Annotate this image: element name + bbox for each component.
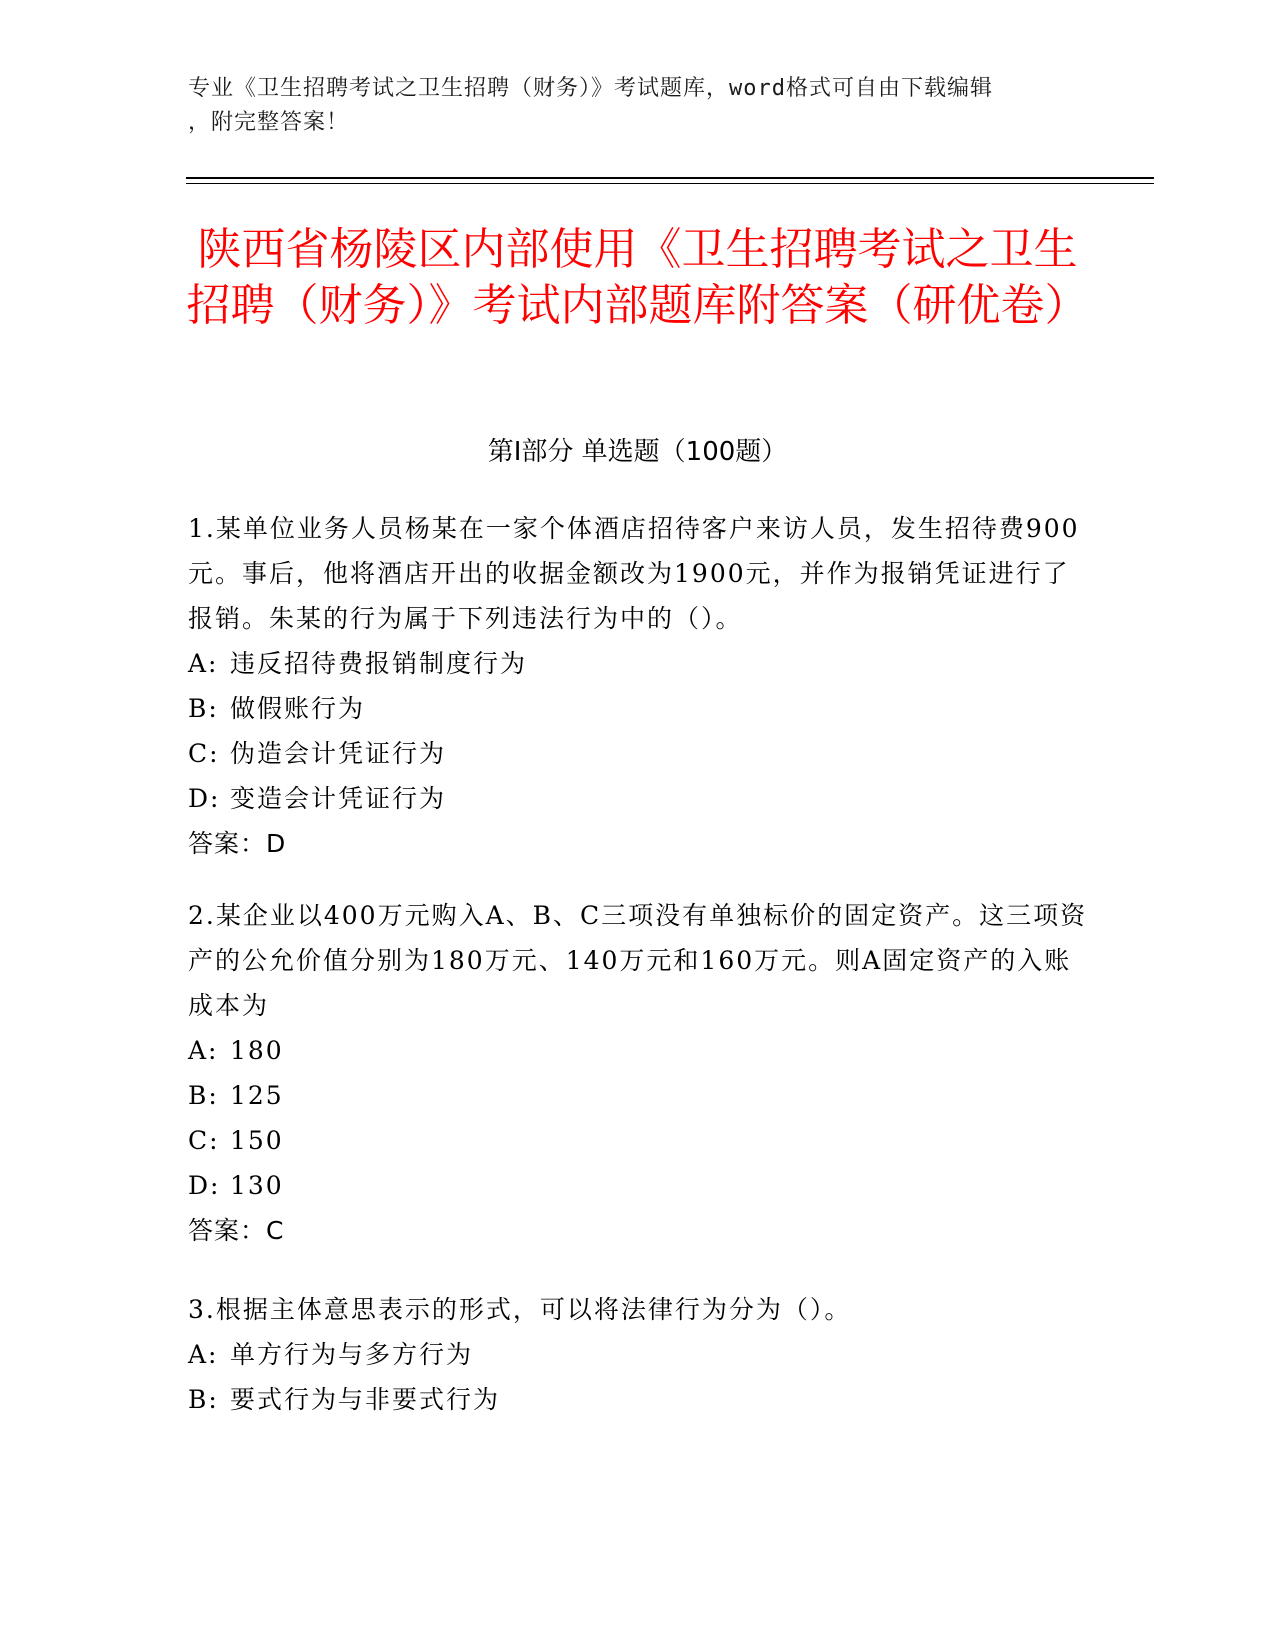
option-a: [188, 641, 1088, 686]
header-divider-thin: [186, 183, 1154, 184]
option-letter: B:: [188, 1385, 219, 1414]
answer-label: 答案：C: [188, 1216, 285, 1245]
question-2: [188, 893, 1088, 1253]
option-text: 130: [230, 1171, 284, 1200]
question-stem: 1.某单位业务人员杨某在一家个体酒店招待客户来访人员，发生招待费900元。事后，他将酒店开出的收据金额改为1900元，并作为报销凭证进行了报销。朱某的行为属于下列违法行为中的（）。: [188, 514, 1080, 633]
option-letter: A:: [188, 1340, 219, 1369]
header-note-line-1: 专业《卫生招聘考试之卫生招聘（财务）》考试题库，word格式可自由下载编辑: [188, 76, 993, 101]
option-d: [188, 1163, 1088, 1208]
option-text: 做假账行为: [230, 694, 366, 723]
option-letter: C:: [188, 1126, 220, 1155]
option-text: 单方行为与多方行为: [230, 1340, 474, 1369]
answer-label: 答案：D: [188, 829, 287, 858]
option-letter: B:: [188, 694, 219, 723]
question-stem: 2.某企业以400万元购入A、B、C三项没有单独标价的固定资产。这三项资产的公允价值分别为180万元、140万元和160万元。则A固定资产的入账成本为: [188, 901, 1088, 1020]
option-c: [188, 1118, 1088, 1163]
option-d: [188, 776, 1088, 821]
option-b: [188, 686, 1088, 731]
option-a: [188, 1332, 1088, 1377]
header-note: [188, 72, 1068, 140]
option-letter: B:: [188, 1081, 219, 1110]
option-letter: D:: [188, 784, 221, 813]
option-text: 违反招待费报销制度行为: [230, 649, 528, 678]
header-divider-thick: [186, 177, 1154, 179]
option-text: 变造会计凭证行为: [230, 784, 447, 813]
option-text: 要式行为与非要式行为: [230, 1385, 501, 1414]
option-letter: C:: [188, 739, 220, 768]
option-text: 150: [230, 1126, 284, 1155]
option-letter: A:: [188, 1036, 219, 1065]
option-b: [188, 1073, 1088, 1118]
option-text: 180: [230, 1036, 284, 1065]
option-text: 125: [230, 1081, 284, 1110]
option-a: [188, 1028, 1088, 1073]
question-1: [188, 506, 1088, 866]
document-title: 陕西省杨陵区内部使用《卫生招聘考试之卫生招聘（财务）》考试内部题库附答案（研优卷）: [186, 224, 1089, 331]
option-text: 伪造会计凭证行为: [230, 739, 447, 768]
option-b: [188, 1377, 1088, 1422]
option-letter: A:: [188, 649, 219, 678]
question-stem: 3.根据主体意思表示的形式，可以将法律行为分为（）。: [188, 1295, 852, 1324]
option-letter: D:: [188, 1171, 221, 1200]
header-note-line-2: ，附完整答案！: [188, 110, 350, 135]
option-c: [188, 731, 1088, 776]
section-title: 第Ⅰ部分 单选题（100题）: [487, 437, 788, 467]
question-3: [188, 1287, 1088, 1422]
